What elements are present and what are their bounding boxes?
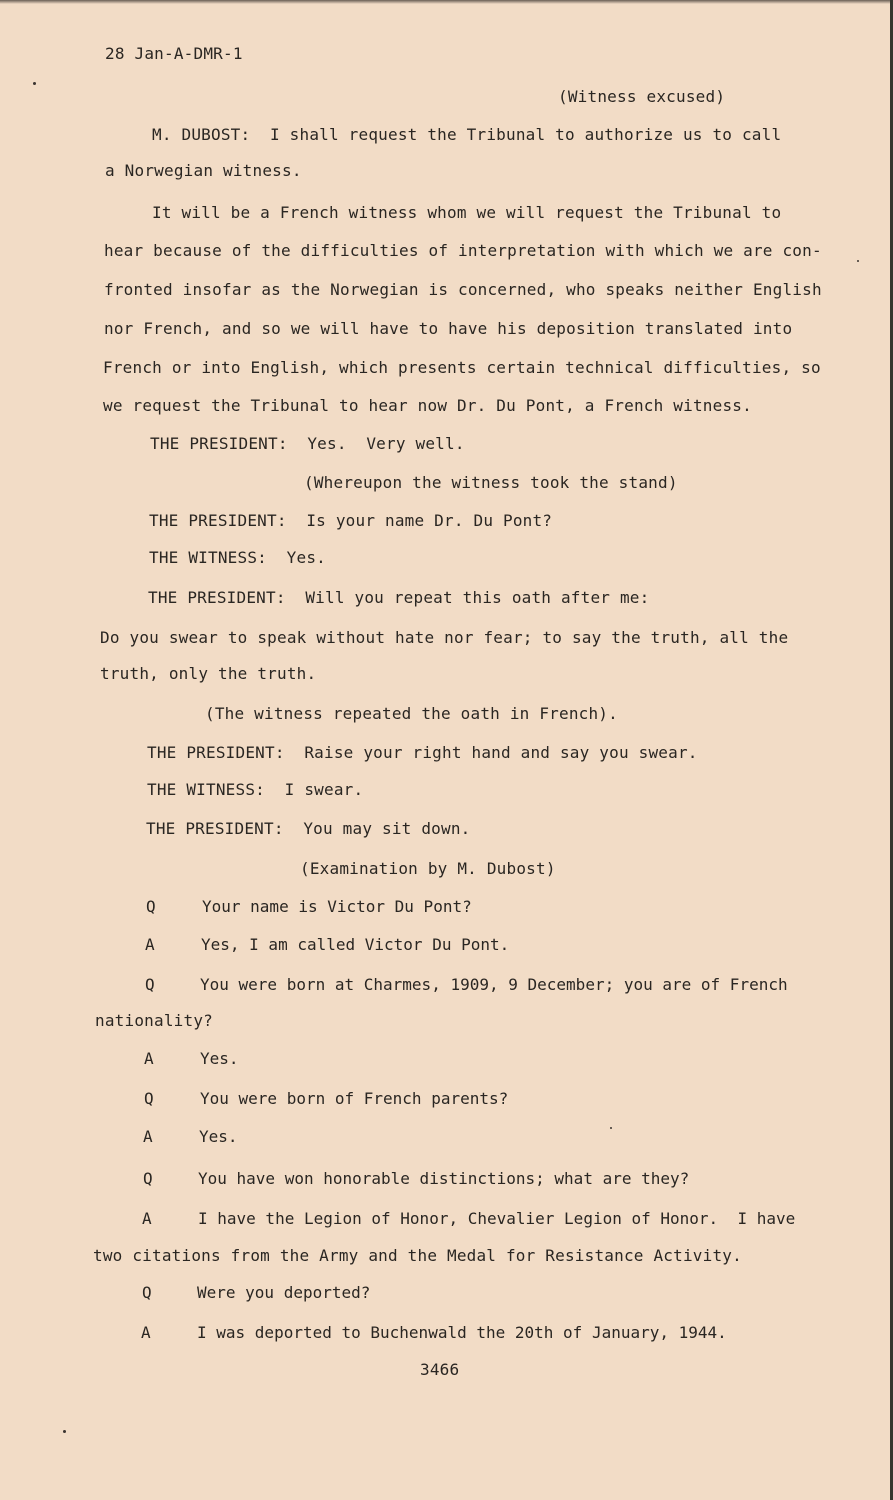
president-statement: THE PRESIDENT: You may sit down. [146,819,471,838]
qa-text: You were born at Charmes, 1909, 9 December; you are of French [200,975,788,994]
qa-text: I have the Legion of Honor, Chevalier Legion of Honor. I have [198,1209,796,1228]
witness-statement: THE WITNESS: I swear. [147,780,364,799]
dubost-statement-line: It will be a French witness whom we will request the Tribunal to [152,203,782,222]
stage-direction-oath: (The witness repeated the oath in French). [205,704,618,723]
qa-text: Yes. [200,1049,239,1068]
qa-text: Were you deported? [197,1283,371,1302]
paper-speck [610,1127,612,1129]
qa-text: Yes, I am called Victor Du Pont. [201,935,510,954]
qa-marker: A [142,1209,152,1228]
qa-marker: A [144,1049,154,1068]
page-number: 3466 [420,1360,460,1379]
qa-text: You were born of French parents? [200,1089,509,1108]
dubost-statement-line: nor French, and so we will have to have his deposition translated into [104,319,793,338]
qa-marker: Q [145,975,155,994]
qa-marker: A [143,1127,153,1146]
paper-speck [857,260,859,262]
president-statement: THE PRESIDENT: Raise your right hand and say you swear. [147,743,698,762]
paper-speck [63,1430,66,1433]
witness-statement: THE WITNESS: Yes. [149,548,326,567]
dubost-statement-line: French or into English, which presents certain technical difficulties, so [103,358,821,377]
stage-direction-witness-excused: (Witness excused) [558,87,726,106]
qa-marker: Q [143,1169,153,1188]
qa-marker: Q [144,1089,154,1108]
stage-direction-witness-stand: (Whereupon the witness took the stand) [304,473,678,492]
stage-direction-examination: (Examination by M. Dubost) [300,859,556,878]
president-statement: THE PRESIDENT: Is your name Dr. Du Pont? [149,511,553,530]
qa-marker: Q [142,1283,152,1302]
qa-marker: Q [146,897,156,916]
qa-text-continuation: nationality? [95,1011,213,1030]
president-statement: THE PRESIDENT: Will you repeat this oath after me: [148,588,650,607]
qa-text-continuation: two citations from the Army and the Medal for Resistance Activity. [93,1246,742,1265]
dubost-statement-line: hear because of the difficulties of interpretation with which we are con- [104,241,822,260]
qa-marker: A [141,1323,151,1342]
dubost-statement-line: M. DUBOST: I shall request the Tribunal to authorize us to call [152,125,782,144]
dubost-statement-line: a Norwegian witness. [105,161,302,180]
dubost-statement-line: fronted insofar as the Norwegian is concerned, who speaks neither English [104,280,822,299]
qa-text: You have won honorable distinctions; what are they? [198,1169,690,1188]
oath-text-line: Do you swear to speak without hate nor fear; to say the truth, all the [100,628,789,647]
dubost-statement-line: we request the Tribunal to hear now Dr. Du Pont, a French witness. [103,396,752,415]
qa-text: Yes. [199,1127,238,1146]
qa-marker: A [145,935,155,954]
president-statement: THE PRESIDENT: Yes. Very well. [150,434,465,453]
qa-text: I was deported to Buchenwald the 20th of January, 1944. [197,1323,727,1342]
page-identifier: 28 Jan-A-DMR-1 [105,44,243,63]
paper-speck [33,82,36,85]
qa-text: Your name is Victor Du Pont? [202,897,472,916]
oath-text-line: truth, only the truth. [100,664,317,683]
